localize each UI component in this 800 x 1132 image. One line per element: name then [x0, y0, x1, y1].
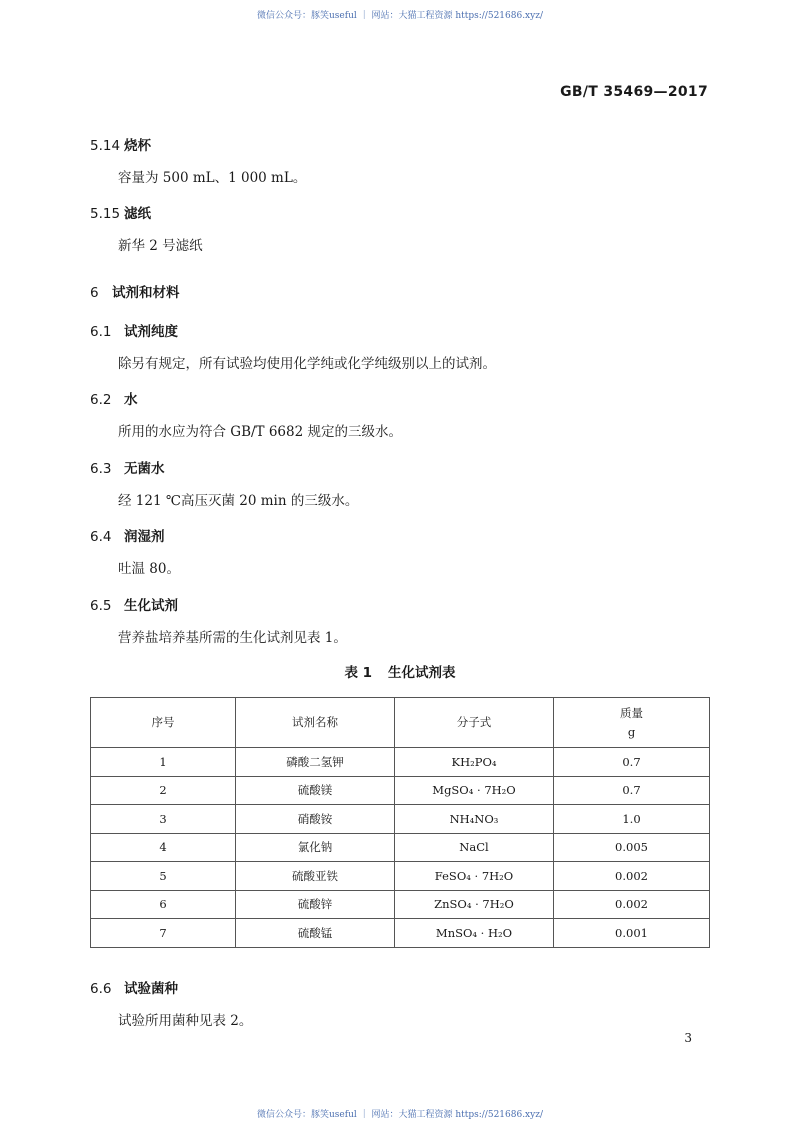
section-text-6-2: 所用的水应为符合 GB/T 6682 规定的三级水。	[118, 424, 402, 440]
cell-reagent-name: 硫酸锰	[236, 919, 395, 948]
cell-mass: 0.002	[554, 890, 710, 919]
table-row	[91, 805, 710, 834]
cell-reagent-name: 磷酸二氢钾	[236, 748, 395, 777]
cell-mass: 0.7	[554, 748, 710, 777]
header-mass	[554, 698, 710, 748]
cell-mass: 0.7	[554, 776, 710, 805]
cell-seq: 7	[91, 919, 236, 948]
table-row	[91, 890, 710, 919]
section-title: 试剂和材料	[112, 285, 180, 301]
cell-formula: NaCl	[395, 833, 554, 862]
header-formula: 分子式	[395, 698, 554, 748]
section-number: 6.3	[90, 461, 112, 477]
section-number: 5.15	[90, 206, 121, 222]
cell-seq: 3	[91, 805, 236, 834]
reagent-table	[90, 697, 710, 948]
cell-formula: KH₂PO₄	[395, 748, 554, 777]
table-row	[91, 833, 710, 862]
cell-formula: FeSO₄ · 7H₂O	[395, 862, 554, 891]
cell-reagent-name: 硫酸亚铁	[236, 862, 395, 891]
section-heading-6-2	[90, 388, 138, 408]
section-text-6-6: 试验所用菌种见表 2。	[118, 1013, 253, 1029]
header-reagent-name: 试剂名称	[236, 698, 395, 748]
cell-seq: 6	[91, 890, 236, 919]
section-heading-5-14	[90, 134, 151, 154]
section-heading-5-15	[90, 202, 151, 222]
section-title: 润湿剂	[124, 529, 165, 545]
section-title: 无菌水	[124, 461, 165, 477]
header-seq: 序号	[91, 698, 236, 748]
cell-mass: 0.002	[554, 862, 710, 891]
cell-mass: 1.0	[554, 805, 710, 834]
section-text-5-14: 容量为 500 mL、1 000 mL。	[118, 170, 307, 186]
watermark-bottom: 微信公众号：豚笑useful ｜ 网站：大猫工程资源 https://521686.xyz/	[257, 1110, 543, 1120]
header-mass-label: 质量	[620, 705, 643, 720]
cell-formula: NH₄NO₃	[395, 805, 554, 834]
section-title: 试验菌种	[124, 981, 178, 997]
table-row	[91, 862, 710, 891]
cell-seq: 5	[91, 862, 236, 891]
section-title: 试剂纯度	[124, 324, 178, 340]
cell-formula: MnSO₄ · H₂O	[395, 919, 554, 948]
section-number: 5.14	[90, 138, 121, 154]
table-header-row	[91, 698, 710, 748]
cell-reagent-name: 硫酸镁	[236, 776, 395, 805]
section-heading-6-4	[90, 525, 165, 545]
page-number: 3	[684, 1031, 692, 1045]
cell-formula: ZnSO₄ · 7H₂O	[395, 890, 554, 919]
table-row	[91, 919, 710, 948]
section-heading-6-1	[90, 320, 178, 340]
section-text-6-5: 营养盐培养基所需的生化试剂见表 1。	[118, 630, 347, 646]
section-text-6-1: 除另有规定，所有试验均使用化学纯或化学纯级别以上的试剂。	[118, 356, 496, 372]
section-title: 水	[124, 392, 138, 408]
cell-mass: 0.001	[554, 919, 710, 948]
cell-seq: 1	[91, 748, 236, 777]
section-heading-6-5	[90, 594, 178, 614]
section-title: 烧杯	[124, 138, 151, 154]
section-number: 6.6	[90, 981, 112, 997]
section-text-5-15: 新华 2 号滤纸	[118, 238, 203, 254]
section-heading-6-6	[90, 977, 178, 997]
table-row	[91, 748, 710, 777]
section-text-6-4: 吐温 80。	[118, 561, 180, 577]
table-caption-title: 生化试剂表	[388, 665, 456, 681]
cell-reagent-name: 硫酸锌	[236, 890, 395, 919]
section-number: 6.1	[90, 324, 112, 340]
table-caption-number: 表 1	[344, 665, 373, 681]
section-text-6-3: 经 121 ℃高压灭菌 20 min 的三级水。	[118, 493, 359, 509]
section-heading-6-3	[90, 457, 165, 477]
header-mass-unit: g	[627, 724, 636, 739]
cell-mass: 0.005	[554, 833, 710, 862]
section-title: 滤纸	[124, 206, 151, 222]
cell-seq: 4	[91, 833, 236, 862]
watermark-top: 微信公众号：豚笑useful ｜ 网站：大猫工程资源 https://521686.xyz/	[257, 11, 543, 21]
section-number: 6.5	[90, 598, 112, 614]
cell-formula: MgSO₄ · 7H₂O	[395, 776, 554, 805]
section-number: 6.2	[90, 392, 112, 408]
section-heading-6	[90, 281, 180, 301]
section-number: 6.4	[90, 529, 112, 545]
table-row	[91, 776, 710, 805]
table-caption	[0, 661, 800, 681]
cell-reagent-name: 硝酸铵	[236, 805, 395, 834]
cell-seq: 2	[91, 776, 236, 805]
section-title: 生化试剂	[124, 598, 178, 614]
section-number: 6	[90, 285, 99, 301]
cell-reagent-name: 氯化钠	[236, 833, 395, 862]
document-number: GB/T 35469—2017	[560, 84, 708, 100]
